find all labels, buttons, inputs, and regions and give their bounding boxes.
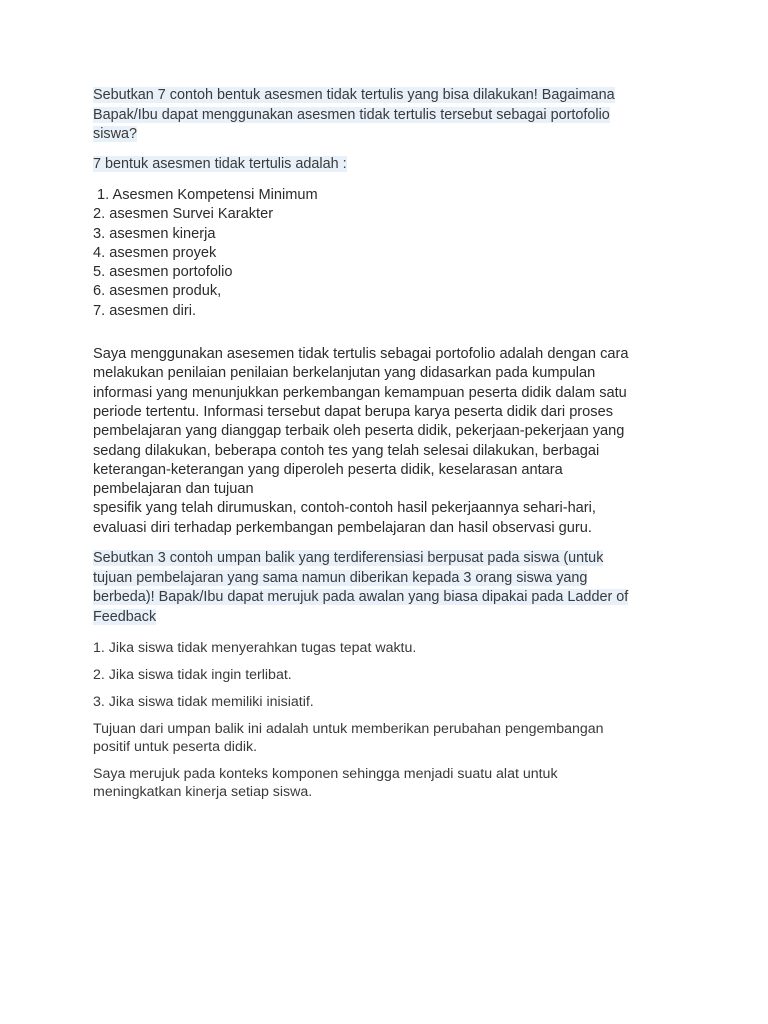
- paragraph-line: Saya menggunakan asesemen tidak tertulis sebagai portofolio adalah dengan cara: [93, 346, 629, 363]
- paragraph-line: informasi yang menunjukkan perkembangan kemampuan peserta didik dalam satu: [93, 384, 627, 401]
- purpose-line: Tujuan dari umpan balik ini adalah untuk memberikan perubahan pengembangan: [93, 721, 604, 738]
- paragraph-line: melakukan penilaian penilaian berkelanjutan yang didasarkan pada kumpulan: [93, 365, 596, 382]
- paragraph-line: keterangan-keterangan yang diperoleh peserta didik, keselarasan antara: [93, 461, 563, 478]
- answer-1-intro: [93, 155, 683, 175]
- paragraph-line: pembelajaran yang dianggap terbaik oleh peserta didik, pekerjaan-pekerjaan yang: [93, 423, 625, 440]
- question-1-line-1: Sebutkan 7 contoh bentuk asesmen tidak tertulis yang bisa dilakukan! Bagaimana: [93, 87, 615, 103]
- list-item: 6. asesmen produk,: [93, 283, 222, 300]
- purpose-line: positif untuk peserta didik.: [93, 739, 258, 756]
- question-2-line-3: berbeda)! Bapak/Ibu dapat merujuk pada awalan yang biasa dipakai pada Ladder of: [93, 589, 629, 606]
- question-1-line-2: Bapak/Ibu dapat menggunakan asesmen tidak tertulis tersebut sebagai portofolio: [93, 106, 610, 123]
- feedback-item-2: 2. Jika siswa tidak ingin terlibat.: [93, 667, 292, 684]
- paragraph-line: evaluasi diri terhadap perkembangan pembelajaran dan hasil observasi guru.: [93, 519, 592, 536]
- paragraph-line: spesifik yang telah dirumuskan, contoh-contoh hasil pekerjaannya sehari-hari,: [93, 500, 596, 517]
- question-2-line-4: Feedback: [93, 608, 157, 625]
- list-item: 1. Asesmen Kompetensi Minimum: [93, 187, 318, 203]
- list-item: 7. asesmen diri.: [93, 302, 197, 319]
- paragraph-line: sedang dilakukan, beberapa contoh tes yang telah selesai dilakukan, berbagai: [93, 442, 600, 459]
- question-2: [93, 549, 683, 627]
- question-2-line-1: Sebutkan 3 contoh umpan balik yang terdiferensiasi berpusat pada siswa (untuk: [93, 550, 604, 567]
- answer-1-intro-text: 7 bentuk asesmen tidak tertulis adalah :: [93, 155, 347, 172]
- question-1-line-3: siswa?: [93, 126, 137, 142]
- reference-line: Saya merujuk pada konteks komponen sehingga menjadi suatu alat untuk: [93, 766, 558, 783]
- reference-line: meningkatkan kinerja setiap siswa.: [93, 784, 313, 801]
- list-item: 5. asesmen portofolio: [93, 264, 233, 281]
- document-page: [93, 86, 683, 801]
- list-item: 3. asesmen kinerja: [93, 225, 216, 242]
- portfolio-paragraph: [93, 345, 683, 538]
- list-item: 4. asesmen proyek: [93, 244, 217, 261]
- question-2-line-2: tujuan pembelajaran yang sama namun diberikan kepada 3 orang siswa yang: [93, 569, 588, 586]
- paragraph-line: pembelajaran dan tujuan: [93, 481, 254, 498]
- feedback-purpose: [93, 720, 683, 756]
- feedback-reference: [93, 765, 683, 801]
- paragraph-line: periode tertentu. Informasi tersebut dapat berupa karya peserta didik dari proses: [93, 403, 613, 420]
- question-1: [93, 86, 683, 145]
- assessment-list: [93, 186, 683, 321]
- feedback-item-1: 1. Jika siswa tidak menyerahkan tugas tepat waktu.: [93, 640, 417, 657]
- list-item: 2. asesmen Survei Karakter: [93, 206, 274, 223]
- feedback-item-3: 3. Jika siswa tidak memiliki inisiatif.: [93, 694, 314, 711]
